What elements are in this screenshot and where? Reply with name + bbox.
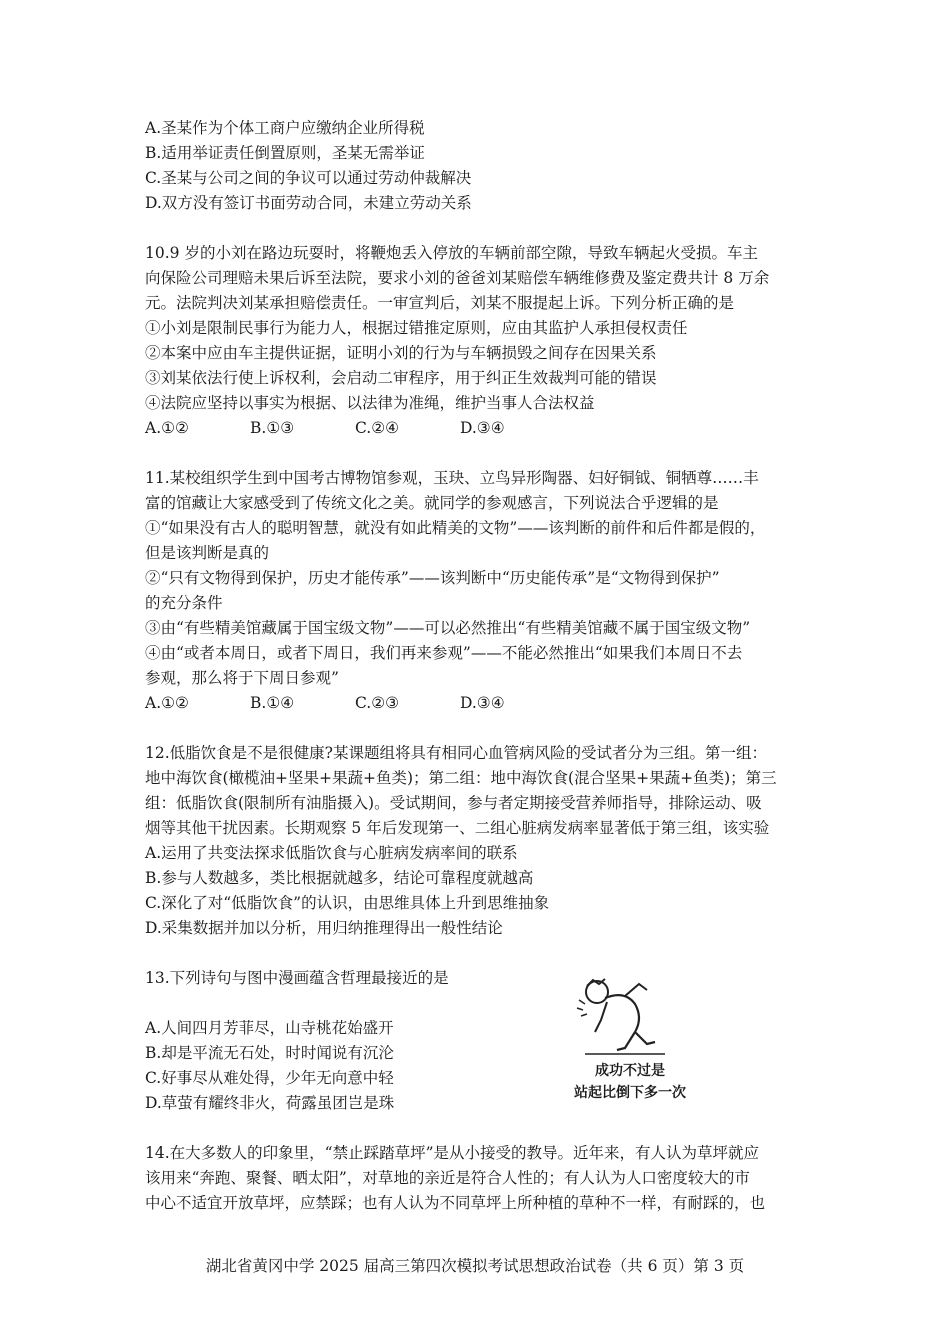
cartoon-caption-2: 站起比倒下多一次 <box>574 1085 686 1101</box>
q14-stem-line: 中心不适宜开放草坪，应禁踩；也有人认为不同草坪上所种植的草种不一样，有耐踩的，也 <box>145 1194 766 1212</box>
cartoon-caption-1: 成功不过是 <box>595 1063 665 1079</box>
q10-options <box>145 418 565 438</box>
q10-stem-line: 向保险公司理赔未果后诉至法院，要求小刘的爸爸刘某赔偿车辆维修费及鉴定费共计 8 万余 <box>145 269 770 287</box>
q13-option-a: A.人间四月芳菲尽，山寺桃花始盛开 <box>145 1019 394 1037</box>
q11-statement-1: ①“如果没有古人的聪明智慧，就没有如此精美的文物”——该判断的前件和后件都是假的， <box>145 519 766 537</box>
q9-option-c: C.圣某与公司之间的争议可以通过劳动仲裁解决 <box>145 169 472 187</box>
q13-option-c: C.好事尽从难处得，少年无向意中轻 <box>145 1069 394 1087</box>
page-footer: 湖北省黄冈中学 2025 届高三第四次模拟考试思想政治试卷（共 6 页）第 3 页 <box>205 1257 745 1275</box>
q12-option-d: D.采集数据并加以分析，用归纳推理得出一般性结论 <box>145 919 503 937</box>
q14-stem-line: 14.在大多数人的印象里，“禁止踩踏草坪”是从小接受的教导。近年来，有人认为草坪就应 <box>145 1144 760 1162</box>
q12-option-c: C.深化了对“低脂饮食”的认识，由思维具体上升到思维抽象 <box>145 894 550 912</box>
q12-option-a: A.运用了共变法探求低脂饮食与心脏病发病率间的联系 <box>145 844 518 862</box>
q12-option-b: B.参与人数越多，类比根据就越多，结论可靠程度就越高 <box>145 869 534 887</box>
q12-stem-line: 组：低脂饮食(限制所有油脂摄入)。受试期间，参与者定期接受营养师指导，排除运动、吸 <box>145 794 762 812</box>
q12-stem-line: 烟等其他干扰因素。长期观察 5 年后发现第一、二组心脏病发病率显著低于第三组，该实验 <box>145 819 770 837</box>
q11-statement-4-cont: 参观，那么将于下周日参观” <box>145 669 339 687</box>
q9-option-d: D.双方没有签订书面劳动合同，未建立劳动关系 <box>145 194 472 212</box>
q12-stem-line: 地中海饮食(橄榄油+坚果+果蔬+鱼类)；第二组：地中海饮食(混合坚果+果蔬+鱼类)；第三 <box>145 769 777 787</box>
q10-option-d: D.③④ <box>460 419 505 437</box>
q13-option-b: B.却是平流无石处，时时闻说有沉沦 <box>145 1044 394 1062</box>
q10-statement-1: ①小刘是限制民事行为能力人，根据过错推定原则，应由其监护人承担侵权责任 <box>145 319 688 337</box>
q11-option-b: B.①④ <box>250 694 295 712</box>
q11-statement-2-cont: 的充分条件 <box>145 594 223 612</box>
q11-statement-1-cont: 但是该判断是真的 <box>145 544 270 562</box>
q13-option-d: D.草萤有耀终非火，荷露虽团岂是珠 <box>145 1094 395 1112</box>
q10-stem-line: 10.9 岁的小刘在路边玩耍时，将鞭炮丢入停放的车辆前部空隙，导致车辆起火受损。车主 <box>145 244 758 262</box>
q11-option-a: A.①② <box>145 694 189 712</box>
q13-stem: 13.下列诗句与图中漫画蕴含哲理最接近的是 <box>145 969 449 987</box>
q11-statement-2: ②“只有文物得到保护，历史才能传承”——该判断中“历史能传承”是“文物得到保护” <box>145 569 720 587</box>
q10-statement-4: ④法院应坚持以事实为根据、以法律为准绳，维护当事人合法权益 <box>145 394 595 412</box>
q11-option-d: D.③④ <box>460 694 505 712</box>
q12-stem-line: 12.低脂饮食是不是很健康?某课题组将具有相同心血管病风险的受试者分为三组。第一组： <box>145 744 767 762</box>
q11-statement-4: ④由“或者本周日，或者下周日，我们再来参观”——不能必然推出“如果我们本周日不去 <box>145 644 743 662</box>
q10-statement-2: ②本案中应由车主提供证据，证明小刘的行为与车辆损毁之间存在因果关系 <box>145 344 657 362</box>
q11-option-c: C.②③ <box>355 694 400 712</box>
cartoon-illustration <box>555 970 705 1110</box>
q10-option-a: A.①② <box>145 419 189 437</box>
q9-option-b: B.适用举证责任倒置原则，圣某无需举证 <box>145 144 425 162</box>
q11-statement-3: ③由“有些精美馆藏属于国宝级文物”——可以必然推出“有些精美馆藏不属于国宝级文物” <box>145 619 751 637</box>
q10-option-c: C.②④ <box>355 419 400 437</box>
q10-stem-line: 元。法院判决刘某承担赔偿责任。一审宣判后，刘某不服提起上诉。下列分析正确的是 <box>145 294 735 312</box>
q11-stem-line: 11.某校组织学生到中国考古博物馆参观，玉玦、立鸟异形陶器、妇好铜钺、铜牺尊……丰 <box>145 469 759 487</box>
q9-option-a: A.圣某作为个体工商户应缴纳企业所得税 <box>145 119 425 137</box>
q14-stem-line: 该用来“奔跑、聚餐、晒太阳”，对草地的亲近是符合人性的；有人认为人口密度较大的市 <box>145 1169 750 1187</box>
q10-statement-3: ③刘某依法行使上诉权利，会启动二审程序，用于纠正生效裁判可能的错误 <box>145 369 657 387</box>
q11-options <box>145 693 565 713</box>
q10-option-b: B.①③ <box>250 419 295 437</box>
q11-stem-line: 富的馆藏让大家感受到了传统文化之美。就同学的参观感言，下列说法合乎逻辑的是 <box>145 494 719 512</box>
